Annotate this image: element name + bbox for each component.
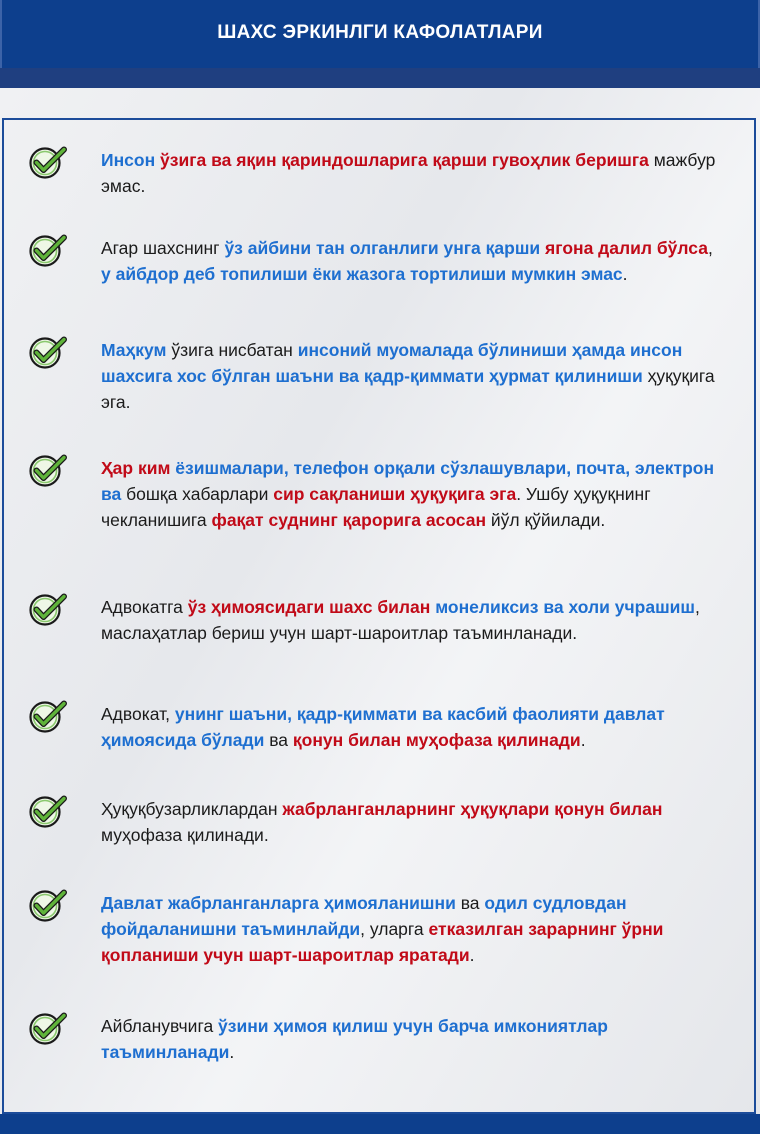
text-segment-red: етказилган зарарнинг ўрни қопланиши учун шарт-шароитлар яратади bbox=[101, 919, 664, 965]
text-segment-plain: Агар шахснинг bbox=[101, 238, 225, 258]
text-segment-blue: ўзини ҳимоя қилиш учун барча имкониятлар таъминланади bbox=[101, 1016, 608, 1062]
text-segment-red: Ҳар ким bbox=[101, 458, 171, 478]
text-segment-red: сир сақланиши ҳуқуқига эга bbox=[273, 484, 517, 504]
text-segment-blue: Маҳкум bbox=[101, 340, 167, 360]
check-circle-icon bbox=[26, 793, 70, 829]
item-text bbox=[101, 337, 726, 415]
text-segment-plain: Адвокатга bbox=[101, 597, 188, 617]
text-segment-plain: . bbox=[580, 730, 586, 750]
text-segment-plain: бошқа хабарлари bbox=[121, 484, 274, 504]
item-text bbox=[101, 1013, 726, 1065]
text-segment-red: қонун билан муҳофаза қилинади bbox=[292, 730, 581, 750]
text-segment-blue: Давлат жабрланганларга ҳимояланишни bbox=[101, 893, 456, 913]
text-segment-plain: . bbox=[622, 264, 628, 284]
text-segment-plain: Айбланувчига bbox=[101, 1016, 219, 1036]
text-segment-plain: Адвокат, bbox=[101, 704, 175, 724]
text-segment-plain: . bbox=[469, 945, 475, 965]
check-circle-icon bbox=[26, 698, 70, 734]
check-circle-icon bbox=[26, 887, 70, 923]
page-title: ШАХС ЭРКИНЛГИ КАФОЛАТЛАРИ bbox=[217, 22, 543, 43]
text-segment-red: жабрланганларнинг ҳуқуқлари қонун билан bbox=[282, 799, 663, 819]
text-segment-blue: инсоний муомалада бўлиниши ҳамда инсон шахсига хос бўлган шаъни ва қадр-қиммати ҳурмат қилиниши bbox=[101, 340, 683, 386]
check-circle-icon bbox=[26, 232, 70, 268]
text-segment-plain: , уларга bbox=[360, 919, 429, 939]
text-segment-plain: , bbox=[707, 238, 713, 258]
text-segment-blue: Инсон bbox=[101, 150, 161, 170]
check-circle-icon bbox=[26, 591, 70, 627]
text-segment-plain: ўзига нисбатан bbox=[166, 340, 298, 360]
text-segment-blue: одил судловдан фойдаланишни таъминлайди bbox=[101, 893, 627, 939]
footer-bar bbox=[0, 1114, 760, 1134]
item-text bbox=[101, 594, 726, 646]
item-text bbox=[101, 455, 726, 533]
text-segment-red: ўз ҳимоясидаги шахс билан bbox=[187, 597, 431, 617]
check-circle-icon bbox=[26, 334, 70, 370]
text-segment-blue: унинг шаъни, қадр-қиммати ва касбий фаолияти давлат ҳимоясида бўлади bbox=[101, 704, 665, 750]
item-text bbox=[101, 796, 726, 848]
item-text bbox=[101, 147, 726, 199]
item-text bbox=[101, 701, 726, 753]
check-circle-icon bbox=[26, 144, 70, 180]
text-segment-blue: ўз айбини тан олганлиги унга қарши bbox=[224, 238, 546, 258]
text-segment-plain: , маслаҳатлар бериш учун шарт-шароитлар таъминланади. bbox=[101, 597, 700, 643]
text-segment-blue: монеликсиз ва холи учрашиш bbox=[435, 597, 696, 617]
text-segment-red: ўзига ва яқин қариндошларига қарши гувоҳлик беришга bbox=[160, 150, 649, 170]
text-segment-plain: Ҳуқуқбузарликлардан bbox=[101, 799, 283, 819]
item-text bbox=[101, 890, 726, 968]
text-segment-plain: . bbox=[229, 1042, 235, 1062]
check-circle-icon bbox=[26, 452, 70, 488]
text-segment-plain: . Ушбу ҳуқуқнинг чекланишига bbox=[101, 484, 651, 530]
text-segment-plain: муҳофаза қилинади. bbox=[101, 825, 269, 845]
text-segment-plain: ва bbox=[455, 893, 485, 913]
text-segment-red: ягона далил бўлса bbox=[545, 238, 708, 258]
header-banner bbox=[0, 0, 760, 88]
text-segment-blue: ёзишмалари, телефон орқали сўзлашувлари, почта, электрон ва bbox=[101, 458, 715, 504]
text-segment-red: фақат суднинг қарорига асосан bbox=[211, 510, 487, 530]
check-circle-icon bbox=[26, 1010, 70, 1046]
item-text bbox=[101, 235, 726, 287]
text-segment-blue: у айбдор деб топилиши ёки жазога тортилиши мумкин эмас bbox=[101, 264, 623, 284]
text-segment-plain: ва bbox=[264, 730, 293, 750]
text-segment-plain: ҳуқуқига эга. bbox=[101, 366, 715, 412]
text-segment-plain: мажбур эмас. bbox=[101, 150, 716, 196]
text-segment-plain: йўл қўйилади. bbox=[486, 510, 606, 530]
